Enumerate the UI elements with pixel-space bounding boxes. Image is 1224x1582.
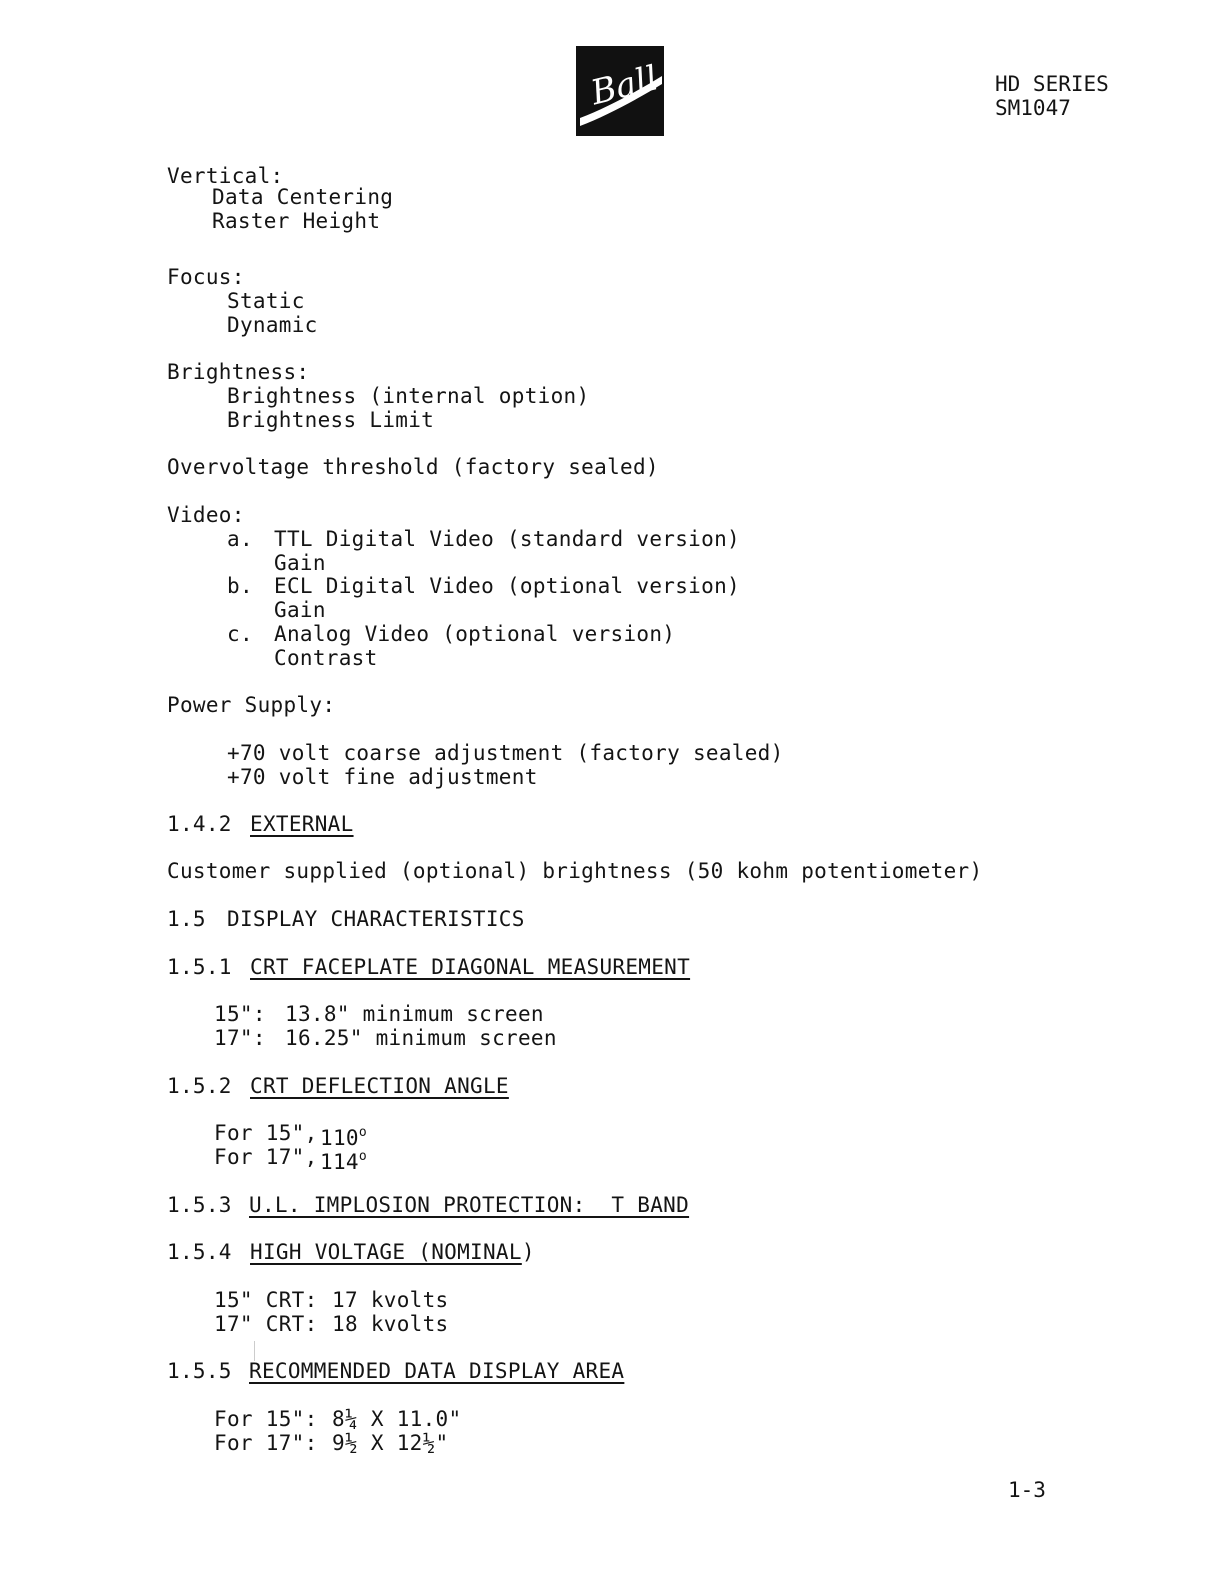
spec-label: For 15", xyxy=(214,1121,318,1145)
section-number: 1.5.1 xyxy=(167,955,232,979)
section-title: EXTERNAL xyxy=(250,812,354,836)
vertical-heading: Vertical: xyxy=(167,164,284,188)
overvoltage-line: Overvoltage threshold (factory sealed) xyxy=(167,455,659,479)
section-number: 1.5.4 xyxy=(167,1240,232,1264)
section-title: CRT DEFLECTION ANGLE xyxy=(250,1074,509,1098)
section-number: 1.5.2 xyxy=(167,1074,232,1098)
section-title: CRT FACEPLATE DIAGONAL MEASUREMENT xyxy=(250,955,691,979)
video-heading: Video: xyxy=(167,503,245,527)
scan-mark xyxy=(254,1341,255,1361)
brightness-item: Brightness (internal option) xyxy=(227,384,590,408)
section-title: RECOMMENDED DATA DISPLAY AREA xyxy=(249,1359,625,1383)
header-series: HD SERIES xyxy=(995,72,1109,96)
power-item: +70 volt coarse adjustment (factory sealed) xyxy=(227,741,784,765)
video-item-sub: Contrast xyxy=(274,646,378,670)
vertical-item: Data Centering xyxy=(212,185,394,209)
section-title: DISPLAY CHARACTERISTICS xyxy=(227,907,525,931)
video-item-text: TTL Digital Video (standard version) xyxy=(274,527,740,551)
angle-value: 110 xyxy=(320,1126,359,1150)
power-heading: Power Supply: xyxy=(167,693,336,717)
spec-value: 16.25" minimum screen xyxy=(285,1026,557,1050)
section-body: Customer supplied (optional) brightness (50 kohm potentiometer) xyxy=(167,859,983,883)
spec-value: 9½ X 12½" xyxy=(332,1431,449,1455)
angle-value: 114 xyxy=(320,1150,359,1174)
brightness-heading: Brightness: xyxy=(167,360,310,384)
spec-label: 15": xyxy=(214,1002,266,1026)
spec-label: For 17", xyxy=(214,1145,318,1169)
degree-symbol: o xyxy=(358,1125,367,1140)
spec-value xyxy=(320,1145,367,1174)
focus-item: Static xyxy=(227,289,305,313)
ball-logo-mark xyxy=(576,46,664,136)
spec-label: For 15": xyxy=(214,1407,318,1431)
spec-label: 17" CRT: xyxy=(214,1312,318,1336)
section-title: U.L. IMPLOSION PROTECTION: T BAND xyxy=(249,1193,690,1217)
section-number: 1.5.5 xyxy=(167,1359,232,1383)
video-item-letter: b. xyxy=(227,574,253,598)
degree-symbol: o xyxy=(358,1149,367,1164)
section-number: 1.4.2 xyxy=(167,812,232,836)
logo-lettering: Ball xyxy=(587,58,662,114)
focus-heading: Focus: xyxy=(167,265,245,289)
section-number: 1.5.3 xyxy=(167,1193,232,1217)
spec-value: 13.8" minimum screen xyxy=(285,1002,544,1026)
power-item: +70 volt fine adjustment xyxy=(227,765,538,789)
video-item-sub: Gain xyxy=(274,598,326,622)
brightness-item: Brightness Limit xyxy=(227,408,435,432)
page-number: 1-3 xyxy=(1008,1478,1046,1502)
spec-value: 18 kvolts xyxy=(332,1312,449,1336)
section-title-end: ) xyxy=(521,1240,535,1264)
spec-label: 17": xyxy=(214,1026,266,1050)
section-title-underlined: HIGH VOLTAGE (NOMINAL xyxy=(250,1240,522,1264)
spec-label: For 17": xyxy=(214,1431,318,1455)
section-title xyxy=(250,1240,535,1264)
section-number: 1.5 xyxy=(167,907,206,931)
video-item-text: ECL Digital Video (optional version) xyxy=(274,574,740,598)
ball-logo xyxy=(576,46,664,136)
header-manual-number: SM1047 xyxy=(995,96,1071,120)
video-item-text: Analog Video (optional version) xyxy=(274,622,676,646)
vertical-item: Raster Height xyxy=(212,209,381,233)
video-item-letter: c. xyxy=(227,622,253,646)
focus-item: Dynamic xyxy=(227,313,318,337)
video-item-letter: a. xyxy=(227,527,253,551)
spec-label: 15" CRT: xyxy=(214,1288,318,1312)
spec-value: 17 kvolts xyxy=(332,1288,449,1312)
video-item-sub: Gain xyxy=(274,551,326,575)
spec-value: 8¼ X 11.0" xyxy=(332,1407,462,1431)
